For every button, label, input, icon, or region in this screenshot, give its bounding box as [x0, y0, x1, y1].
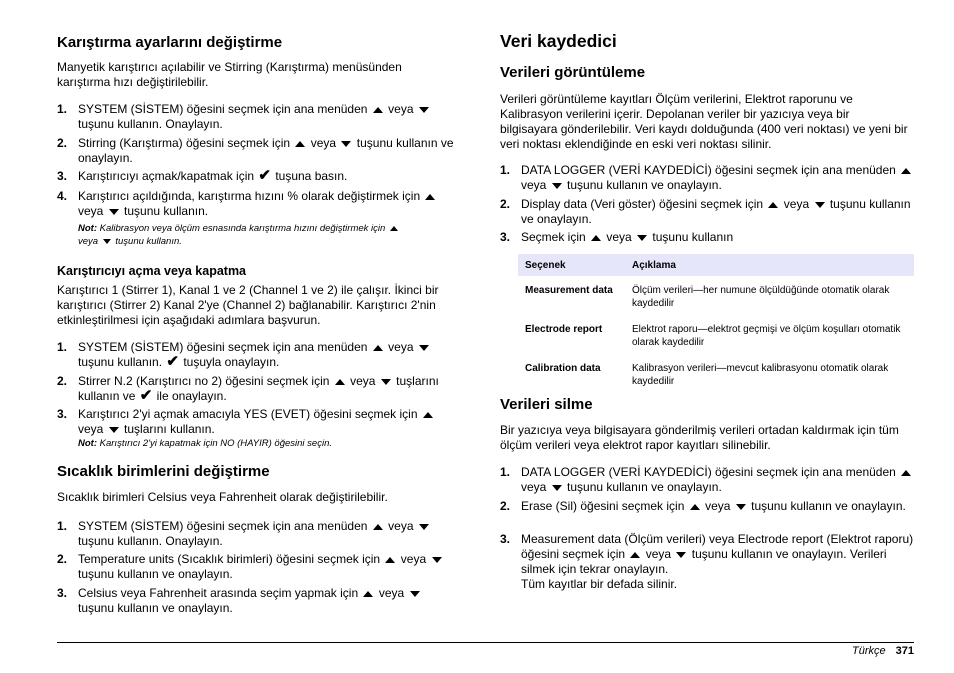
table-cell: Elektrot raporu—elektrot geçmişi ve ölçüm koşulları otomatik olarak kaydedilir: [632, 324, 901, 348]
up-arrow-icon: [425, 194, 435, 200]
down-arrow-icon: [109, 209, 119, 215]
down-arrow-icon: [341, 141, 351, 147]
down-arrow-icon: [552, 183, 562, 189]
section-title-delete-data: Verileri silme: [500, 396, 593, 413]
list-item: 3. Karıştırıcıyı açmak/kapatmak için ✔ tuşuna basın.: [57, 167, 348, 184]
list-item: 3. Karıştırıcı 2'yi açmak amacıyla YES (EVET) öğesini seçmek için veya tuşlarını kullanın.: [57, 407, 467, 437]
stirring-intro: Manyetik karıştırıcı açılabilir ve Stirring (Karıştırma) menüsünden karıştırma hızı değiştirilebilir.: [57, 60, 402, 89]
list-item: 2. Erase (Sil) öğesini seçmek için veya tuşunu kullanın ve onaylayın.: [500, 499, 906, 513]
view-data-intro: Verileri görüntüleme kayıtları Ölçüm verilerini, Elektrot raporunu ve Kalibrasyon verilerini içerir. Depolanan veriler bir yazıcıya veya bir bilgisayara gönderilebilir. Veri kaydı dolduğunda (400 veri noktası) ve yeni bir veri noktası eklendiğinde en eski veri noktası silinir.: [500, 92, 908, 151]
checkmark-icon: ✔: [166, 353, 179, 370]
list-item: 1. SYSTEM (SİSTEM) öğesini seçmek için ana menüden veya tuşunu kullanın. Onaylayın.: [57, 519, 467, 549]
table-cell: Ölçüm verileri—her numune ölçüldüğünde otomatik olarak kaydedilir: [632, 285, 890, 309]
down-arrow-icon: [815, 202, 825, 208]
list-item: 1. DATA LOGGER (VERİ KAYDEDİCİ) öğesini seçmek için ana menüden veya tuşunu kullanın ve onaylayın.: [500, 465, 914, 495]
down-arrow-icon: [103, 239, 111, 244]
down-arrow-icon: [552, 485, 562, 491]
down-arrow-icon: [676, 552, 686, 558]
up-arrow-icon: [373, 345, 383, 351]
list-item: 1. DATA LOGGER (VERİ KAYDEDİCİ) öğesini seçmek için ana menüden veya tuşunu kullanın ve onaylayın.: [500, 163, 914, 193]
list-item: 2. Stirring (Karıştırma) öğesini seçmek için veya tuşunu kullanın ve onaylayın.: [57, 136, 454, 165]
page-number: 371: [895, 645, 914, 657]
list-item: 4. Karıştırıcı açıldığında, karıştırma hızını % olarak değiştirmek için veya tuşunu kullanın.: [57, 189, 467, 219]
stirrer-intro: Karıştırıcı 1 (Stirrer 1), Kanal 1 ve 2 (Channel 1 ve 2) ile çalışır. İkinci bir karıştırıcı (Stirrer 2) Kanal 2'ye (Channel 2) bağlanabilir. Karıştırıcı 2'nin etkinleştirilmesi için aşağıdaki adımlara başvurun.: [57, 283, 439, 327]
up-arrow-icon: [768, 202, 778, 208]
down-arrow-icon: [410, 591, 420, 597]
options-table: [518, 254, 914, 392]
note: Not: Kalibrasyon veya ölçüm esnasında karıştırma hızını değiştirmek için veya tuşunu kullanın.: [78, 222, 468, 248]
footer-language: Türkçe: [852, 645, 886, 657]
list-item: 1. SYSTEM (SİSTEM) öğesini seçmek için ana menüden veya tuşunu kullanın. Onaylayın.: [57, 102, 467, 132]
section-title-temperature: Sıcaklık birimlerini değiştirme: [57, 463, 270, 480]
up-arrow-icon: [423, 412, 433, 418]
down-arrow-icon: [419, 524, 429, 530]
table-cell: Electrode report: [525, 324, 603, 335]
table-row: [518, 314, 914, 353]
section-title-stirring: Karıştırma ayarlarını değiştirme: [57, 34, 283, 51]
up-arrow-icon: [390, 226, 398, 231]
down-arrow-icon: [736, 504, 746, 510]
up-arrow-icon: [363, 591, 373, 597]
up-arrow-icon: [335, 379, 345, 385]
delete-data-intro: Bir yazıcıya veya bilgisayara gönderilmiş verileri ortadan kaldırmak için tüm ölçüm verileri veya elektrot rapor kayıtları silinebilir.: [500, 423, 899, 452]
list-item: 2. Display data (Veri göster) öğesini seçmek için veya tuşunu kullanın ve onaylayın.: [500, 197, 911, 226]
up-arrow-icon: [690, 504, 700, 510]
up-arrow-icon: [901, 168, 911, 174]
list-item: 2. Temperature units (Sıcaklık birimleri) öğesini seçmek için veya tuşunu kullanın ve onaylayın.: [57, 552, 467, 582]
section-title-view-data: Verileri görüntüleme: [500, 64, 646, 81]
list-item: 3. Measurement data (Ölçüm verileri) veya Electrode report (Elektrot raporu) öğesini seçmek için veya tuşunu kullanın ve onaylayın. Verileri silmek için tekrar onaylayın. Tüm kayıtlar bir defada silinir.: [500, 532, 914, 591]
up-arrow-icon: [295, 141, 305, 147]
chapter-title: Veri kaydedici: [500, 31, 617, 51]
list-item: 3. Seçmek için veya tuşunu kullanın: [500, 230, 734, 244]
down-arrow-icon: [419, 345, 429, 351]
up-arrow-icon: [630, 552, 640, 558]
note: Not: Karıştırıcı 2'yi kapatmak için NO (HAYIR) öğesini seçin.: [78, 438, 332, 449]
checkmark-icon: ✔: [258, 167, 271, 184]
up-arrow-icon: [373, 524, 383, 530]
page-footer: [852, 645, 914, 657]
up-arrow-icon: [591, 235, 601, 241]
down-arrow-icon: [419, 107, 429, 113]
table-row: [518, 353, 914, 392]
table-header: Açıklama: [625, 254, 914, 276]
section-title-stirrer-on-off: Karıştırıcıyı açma veya kapatma: [57, 264, 247, 278]
table-row: [518, 276, 914, 314]
down-arrow-icon: [381, 379, 391, 385]
down-arrow-icon: [637, 235, 647, 241]
list-item: 1. SYSTEM (SİSTEM) öğesini seçmek için ana menüden veya tuşunu kullanın. ✔ tuşuyla onaylayın.: [57, 340, 467, 370]
down-arrow-icon: [432, 557, 442, 563]
table-cell: Calibration data: [525, 363, 601, 374]
table-cell: Kalibrasyon verileri—mevcut kalibrasyonu otomatik olarak kaydedilir: [632, 363, 889, 387]
table-header-row: [518, 254, 914, 276]
checkmark-icon: ✔: [139, 387, 153, 404]
up-arrow-icon: [385, 557, 395, 563]
table-cell: Measurement data: [525, 285, 613, 296]
up-arrow-icon: [901, 470, 911, 476]
list-item: 3. Celsius veya Fahrenheit arasında seçim yapmak için veya tuşunu kullanın ve onaylayın.: [57, 586, 467, 616]
table-header: Seçenek: [518, 254, 625, 276]
down-arrow-icon: [109, 427, 119, 433]
footer-rule: [57, 642, 914, 643]
temperature-intro: Sıcaklık birimleri Celsius veya Fahrenheit olarak değiştirilebilir.: [57, 490, 388, 504]
up-arrow-icon: [373, 107, 383, 113]
list-item: 2. Stirrer N.2 (Karıştırıcı no 2) öğesini seçmek için veya tuşlarını kullanın ve ✔ ile onaylayın.: [57, 374, 439, 404]
